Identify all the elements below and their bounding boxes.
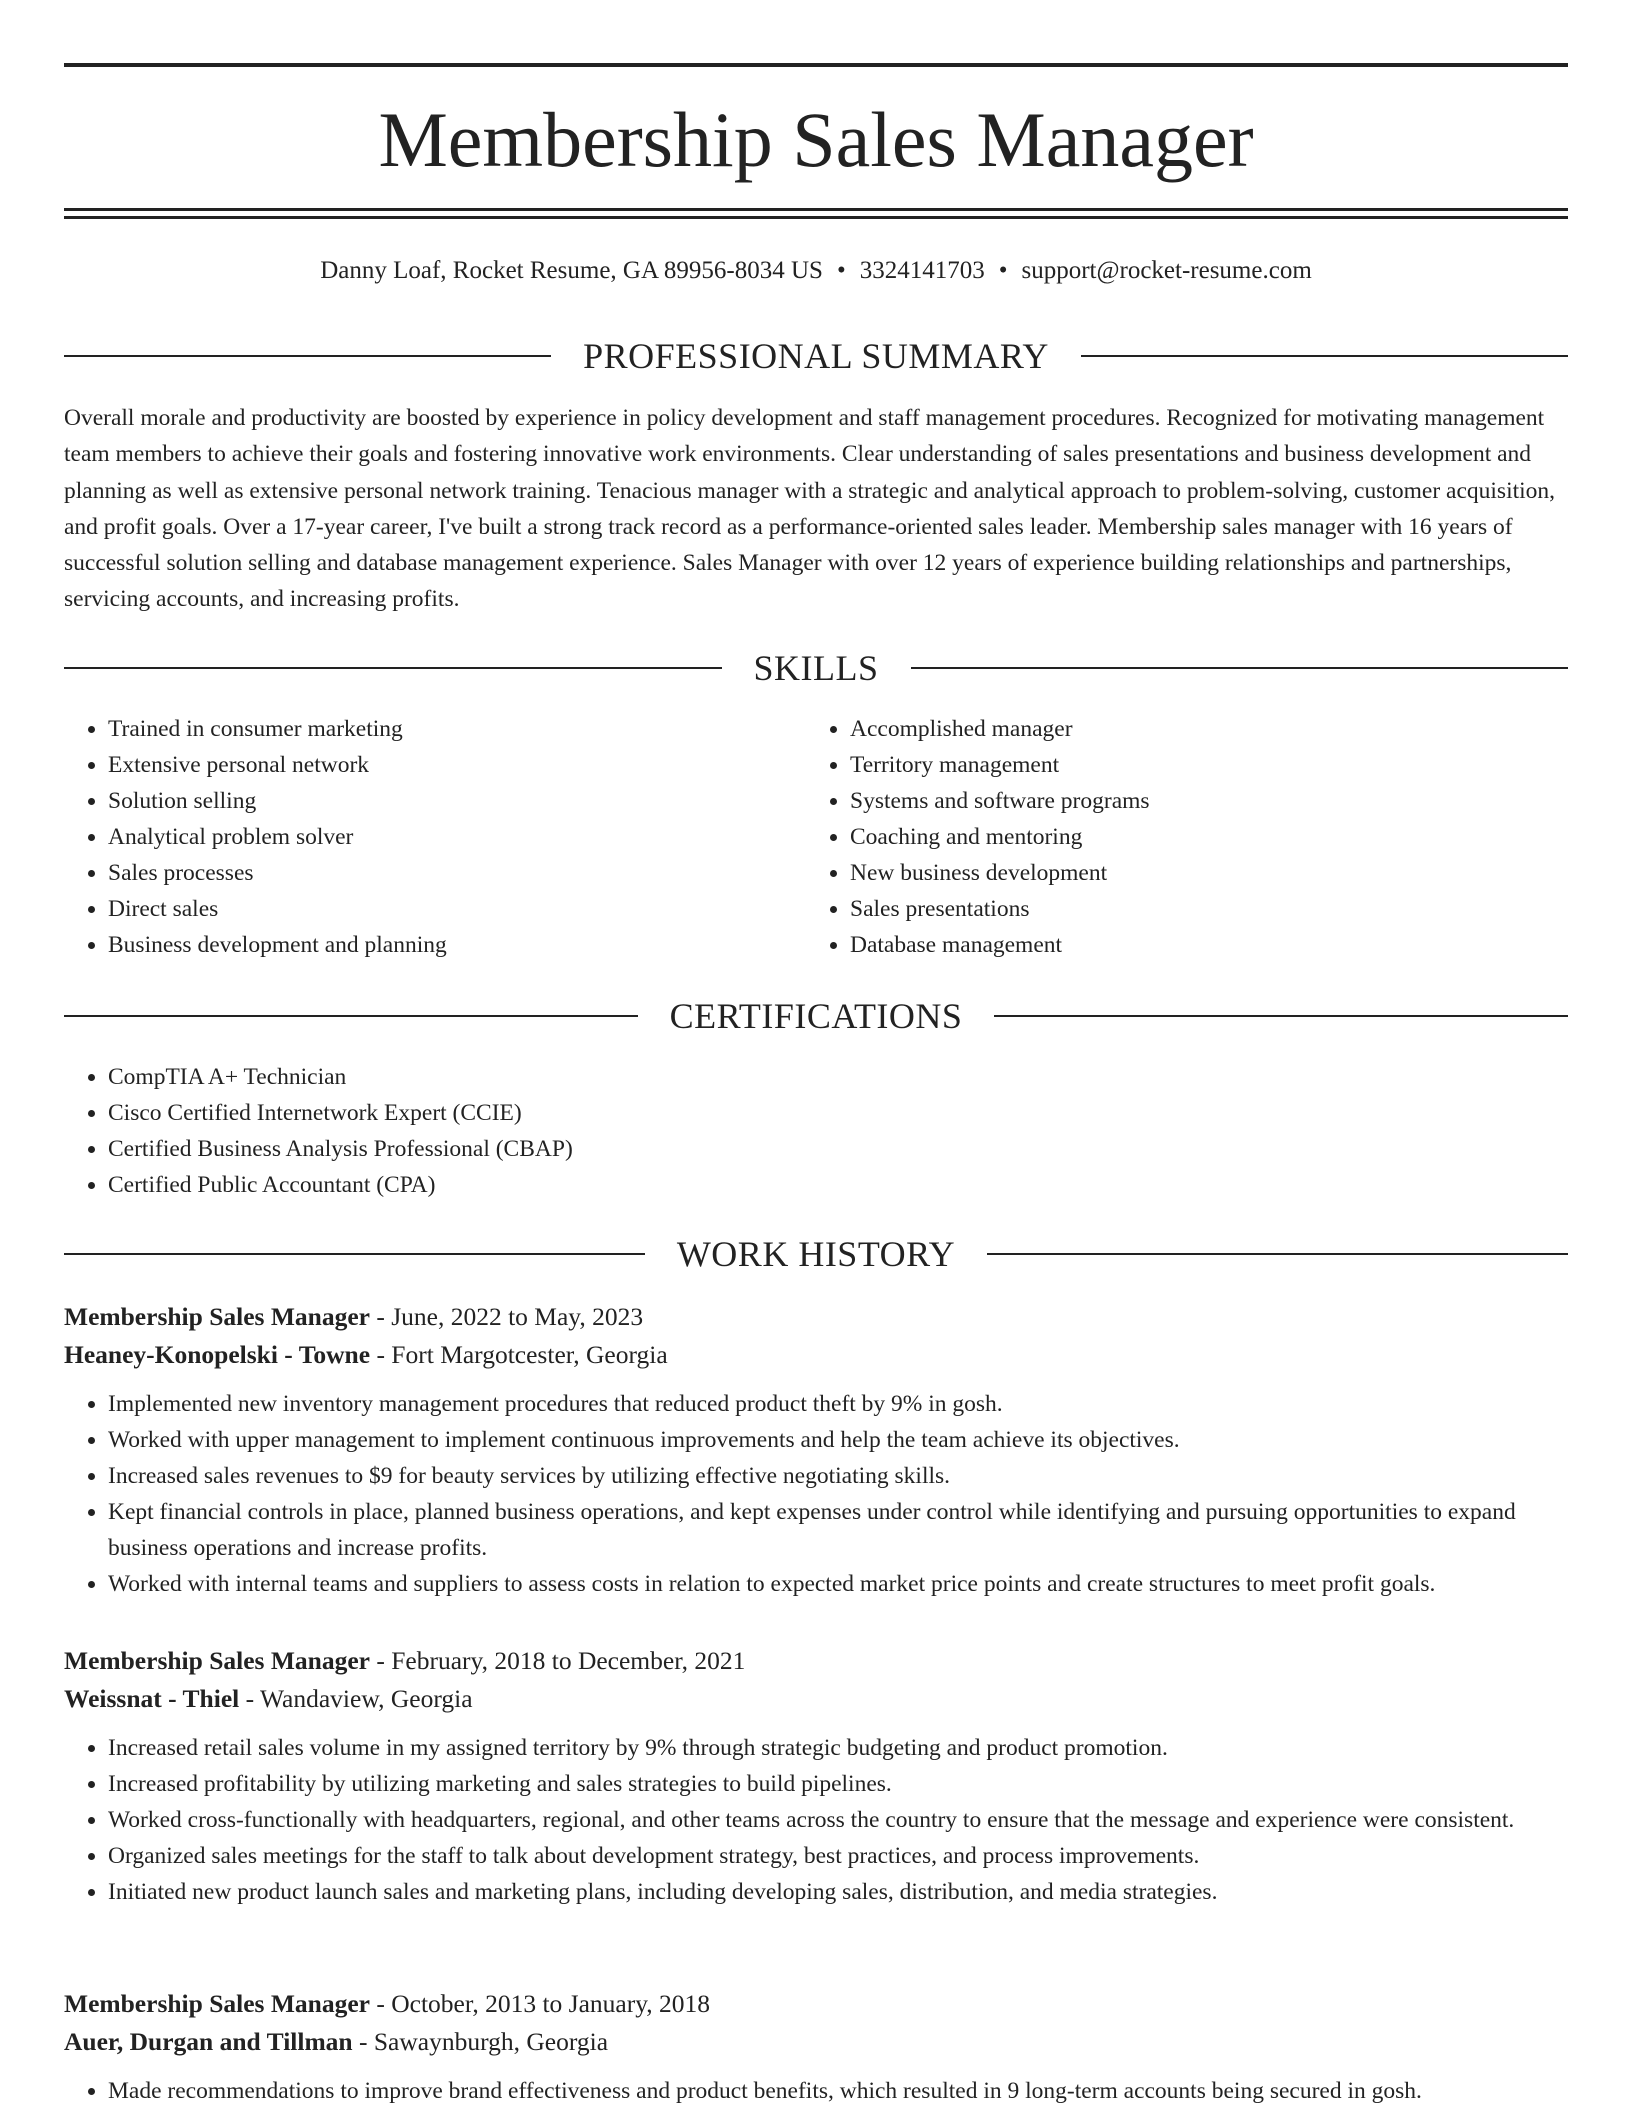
heading-rule (64, 1015, 638, 1017)
heading-rule (64, 355, 551, 357)
skill-item: • Accomplished manager (850, 711, 1566, 747)
job-bullet: • Worked cross-functionally with headquarters, regional, and other teams across the country to ensure that the message and experience were consistent. (108, 1802, 1568, 1838)
job-role-line (64, 1985, 1568, 2023)
summary-heading (64, 336, 1568, 376)
job-bullet: • Increased sales revenues to $9 for beauty services by utilizing effective negotiating skills. (108, 1458, 1568, 1494)
job-bullet: • Worked with internal teams and suppliers to assess costs in relation to expected market price points and create structures to meet profit goals. (108, 1566, 1568, 1602)
contact-phone: 3324141703 (859, 257, 985, 284)
skill-item: • Coaching and mentoring (850, 819, 1566, 855)
job-entry (64, 1642, 1568, 1910)
skill-item: • Database management (850, 927, 1566, 963)
job-entry (64, 1985, 1568, 2109)
skill-item: • Solution selling (108, 783, 764, 819)
job-company-line (64, 1336, 1568, 1374)
skill-item: • Trained in consumer marketing (108, 711, 764, 747)
skill-item: • Analytical problem solver (108, 819, 764, 855)
skill-item: • New business development (850, 855, 1566, 891)
job-title: Membership Sales Manager (64, 1302, 370, 1331)
skill-item: • Systems and software programs (850, 783, 1566, 819)
heading-rule (64, 667, 722, 669)
skills-column-right (806, 711, 1566, 963)
skills-heading-label: SKILLS (753, 648, 879, 688)
skill-item: • Sales presentations (850, 891, 1566, 927)
job-bullet: • Made recommendations to improve brand effectiveness and product benefits, which resulted in 9 long-term accounts being secured in gosh. (108, 2073, 1568, 2109)
job-dates: - June, 2022 to May, 2023 (369, 1302, 644, 1331)
job-bullets (64, 1730, 1568, 1910)
skill-item: • Extensive personal network (108, 747, 764, 783)
certification-item: • Cisco Certified Internetwork Expert (CCIE) (108, 1095, 1464, 1131)
job-location: - Fort Margotcester, Georgia (370, 1340, 668, 1369)
job-bullets (64, 1386, 1568, 1602)
work-history-heading (64, 1234, 1568, 1274)
heading-rule (64, 1253, 645, 1255)
certification-item: • CompTIA A+ Technician (108, 1059, 1464, 1095)
certifications-heading-label: CERTIFICATIONS (669, 996, 963, 1036)
certification-item: • Certified Public Accountant (CPA) (108, 1167, 1464, 1203)
job-bullet: • Organized sales meetings for the staff to talk about development strategy, best practices, and process improvements. (108, 1838, 1568, 1874)
job-bullets (64, 2073, 1568, 2109)
contact-separator: • (836, 257, 846, 284)
job-company-line (64, 2023, 1568, 2061)
skills-heading (64, 648, 1568, 688)
job-bullet: • Implemented new inventory management procedures that reduced product theft by 9% in gosh. (108, 1386, 1568, 1422)
contact-separator: • (998, 257, 1008, 284)
job-role-line (64, 1642, 1568, 1680)
heading-rule (1081, 355, 1568, 357)
certification-item: • Certified Business Analysis Professional (CBAP) (108, 1131, 1464, 1167)
job-entry (64, 1298, 1568, 1602)
resume-title: Membership Sales Manager (378, 96, 1254, 183)
job-dates: - October, 2013 to January, 2018 (369, 1989, 711, 2018)
work-history-heading-label: WORK HISTORY (676, 1234, 956, 1274)
summary-heading-label: PROFESSIONAL SUMMARY (583, 336, 1049, 376)
heading-rule (911, 667, 1569, 669)
skill-item: • Business development and planning (108, 927, 764, 963)
certifications-block (64, 1059, 1464, 1203)
contact-address: Danny Loaf, Rocket Resume, GA 89956-8034 US (320, 257, 823, 284)
skill-item: • Sales processes (108, 855, 764, 891)
job-company-line (64, 1680, 1568, 1718)
skills-column-left (64, 711, 764, 963)
job-company: Weissnat - Thiel (64, 1684, 240, 1713)
job-location: - Wandaview, Georgia (239, 1684, 473, 1713)
job-bullet: • Initiated new product launch sales and marketing plans, including developing sales, distribution, and media strategies. (108, 1874, 1568, 1910)
job-dates: - February, 2018 to December, 2021 (369, 1646, 746, 1675)
job-title: Membership Sales Manager (64, 1646, 370, 1675)
skill-item: • Direct sales (108, 891, 764, 927)
certifications-list (64, 1059, 1464, 1203)
skill-item: • Territory management (850, 747, 1566, 783)
top-rule (64, 63, 1568, 67)
heading-rule (994, 1015, 1568, 1017)
job-location: - Sawaynburgh, Georgia (352, 2027, 609, 2056)
certifications-heading (64, 996, 1568, 1036)
contact-line (64, 254, 1568, 288)
title-double-rule (64, 208, 1568, 219)
job-bullet: • Kept financial controls in place, planned business operations, and kept expenses under control while identifying and pursuing opportunities to expand business operations and increase profits. (108, 1494, 1568, 1566)
summary-text: Overall morale and productivity are boosted by experience in policy development and staff management procedures. Recognized for motivating management team members to achieve their goals and fostering innovative work environments. Clear understanding of sales presentations and business development and planning as well as extensive personal network training. Tenacious manager with a strategic and analytical approach to problem-solving, customer acquisition, and profit goals. Over a 17-year career, I've built a strong track record as a performance-oriented sales leader. Membership sales manager with 16 years of successful solution selling and database management experience. Sales Manager with over 12 years of experience building relationships and partnerships, servicing accounts, and increasing profits. (64, 405, 1556, 613)
job-company: Auer, Durgan and Tillman (64, 2027, 353, 2056)
contact-email: support@rocket-resume.com (1021, 257, 1312, 284)
job-company: Heaney-Konopelski - Towne (64, 1340, 371, 1369)
job-bullet: • Worked with upper management to implement continuous improvements and help the team achieve its objectives. (108, 1422, 1568, 1458)
job-bullet: • Increased profitability by utilizing marketing and sales strategies to build pipelines. (108, 1766, 1568, 1802)
job-bullet: • Increased retail sales volume in my assigned territory by 9% through strategic budgeting and product promotion. (108, 1730, 1568, 1766)
job-title: Membership Sales Manager (64, 1989, 370, 2018)
skills-list-right (806, 711, 1566, 963)
heading-rule (987, 1253, 1568, 1255)
job-role-line (64, 1298, 1568, 1336)
skills-list-left (64, 711, 764, 963)
